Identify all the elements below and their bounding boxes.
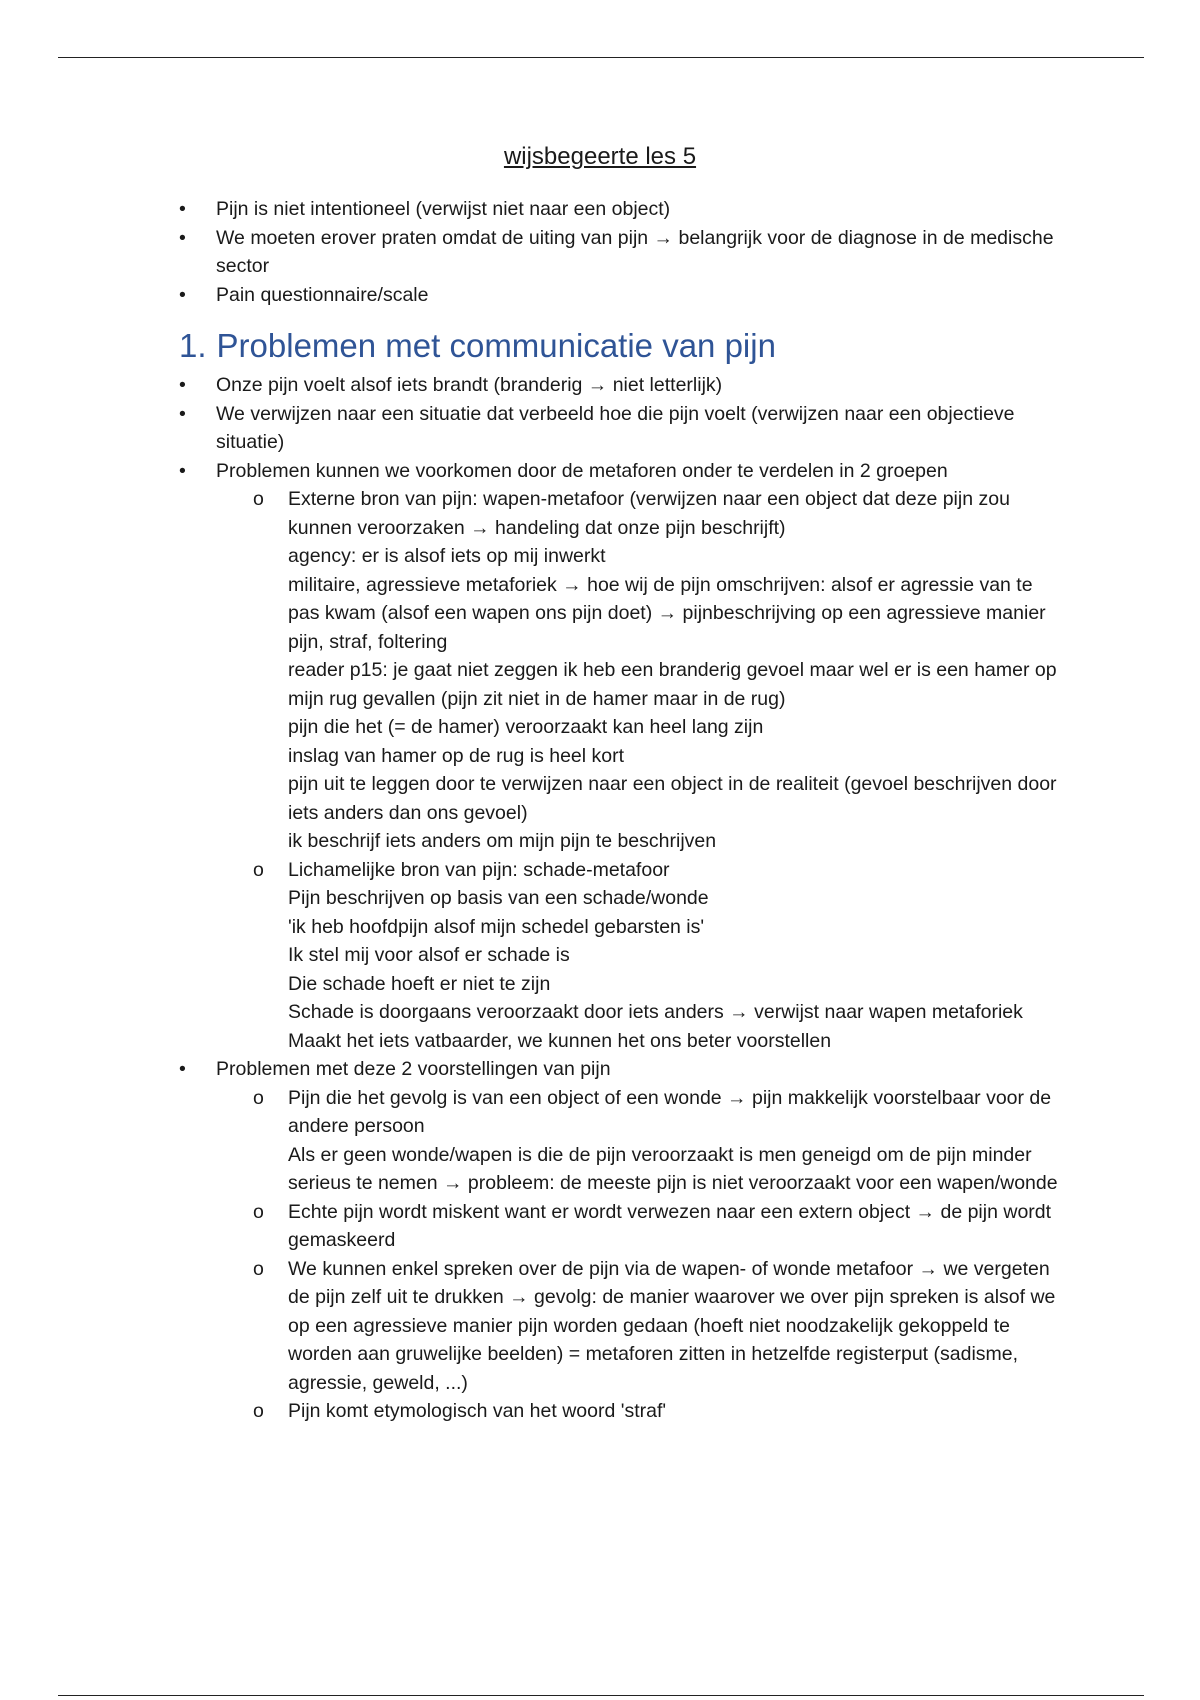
list-item <box>0 457 1200 1056</box>
section-heading-text: Problemen met communicatie van pijn <box>216 327 776 364</box>
list-item-text: Problemen met deze 2 voorstellingen van pijn <box>216 1058 611 1080</box>
sub-item-lead: Echte pijn wordt miskent want er wordt verwezen naar een extern object → de pijn wordt gemaskeerd <box>288 1200 1052 1251</box>
sub-bullet-icon: o <box>253 1086 264 1109</box>
sub-item-line: Die schade hoeft er niet te zijn <box>288 972 551 995</box>
list-item: • We verwijzen naar een situatie dat verbeeld hoe die pijn voelt (verwijzen naar een objectieve situatie) <box>0 400 1200 457</box>
sub-item-bodily <box>0 856 1060 1056</box>
sub-item-line: agency: er is alsof iets op mij inwerkt <box>288 545 606 567</box>
sub-item-line: pijn uit te leggen door te verwijzen naar een object in de realiteit (gevoel beschrijven door iets anders dan ons gevoel) <box>288 773 1057 824</box>
sub-item-line: pijn, straf, foltering <box>288 630 448 653</box>
list-item: • Pijn is niet intentioneel (verwijst niet naar een object) <box>0 195 1200 224</box>
sub-item-lead: Lichamelijke bron van pijn: schade-metafoor <box>288 858 670 881</box>
list-item: • Pain questionnaire/scale <box>0 281 1200 310</box>
sub-item-line: reader p15: je gaat niet zeggen ik heb een branderig gevoel maar wel er is een hamer op mijn rug gevallen (pijn zit niet in de hamer maar in de rug) <box>288 659 1057 710</box>
sub-item-lead: Externe bron van pijn: wapen-metafoor (verwijzen naar een object dat deze pijn zou kunnen veroorzaken → handeling dat onze pijn beschrijft) <box>288 488 1010 539</box>
sub-item-problem <box>0 1397 1060 1426</box>
sub-item-lead: Pijn komt etymologisch van het woord 'straf' <box>288 1400 667 1422</box>
sub-item-external <box>0 485 1060 856</box>
sub-item-line: inslag van hamer op de rug is heel kort <box>288 744 625 767</box>
sub-bullet-icon: o <box>253 1200 264 1223</box>
document-body <box>0 195 1200 1426</box>
sub-item-problem <box>0 1198 1060 1255</box>
page-title: wijsbegeerte les 5 <box>503 143 697 170</box>
sub-item-line: Als er geen wonde/wapen is die de pijn veroorzaakt is men geneigd om de pijn minder serieus te nemen → probleem: de meeste pijn is niet veroorzaakt voor een wapen/wonde <box>288 1143 1058 1194</box>
sub-item-problem <box>0 1255 1060 1398</box>
sub-bullet-icon: o <box>253 488 264 510</box>
sub-item-lead: Pijn die het gevolg is van een object of een wonde → pijn makkelijk voorstelbaar voor de andere persoon <box>288 1086 1052 1137</box>
footer-rule <box>58 1695 1144 1696</box>
sub-item-line: pijn die het (= de hamer) veroorzaakt kan heel lang zijn <box>288 716 764 738</box>
sub-bullet-icon: o <box>253 1257 264 1280</box>
sub-item-line: Ik stel mij voor alsof er schade is <box>288 944 570 966</box>
sub-bullet-icon: o <box>253 858 264 881</box>
sub-item-lead: We kunnen enkel spreken over de pijn via de wapen- of wonde metafoor → we vergeten de pijn zelf uit te drukken → gevolg: de manier waarover we over pijn spreken is alsof we op een agressieve manier pijn worden gedaan (hoeft niet noodzakelijk gekoppeld te worden aan gruwelijke beelden) = metaforen zitten in hetzelfde registerput (sadisme, agressie, geweld, ...) <box>288 1257 1056 1394</box>
section-list <box>0 371 1200 1426</box>
list-item <box>0 1055 1200 1426</box>
list-item-text: Problemen kunnen we voorkomen door de metaforen onder te verdelen in 2 groepen <box>216 459 948 482</box>
sub-item-line: Maakt het iets vatbaarder, we kunnen het ons beter voorstellen <box>288 1029 832 1052</box>
section-number: 1. <box>179 327 207 364</box>
section-heading <box>179 327 1200 365</box>
sub-item-line: Schade is doorgaans veroorzaakt door iets anders → verwijst naar wapen metaforiek <box>288 1001 1023 1023</box>
list-item: • Onze pijn voelt alsof iets brandt (branderig → niet letterlijk) <box>0 371 1200 400</box>
list-item: • We moeten erover praten omdat de uiting van pijn → belangrijk voor de diagnose in de medische sector <box>0 224 1200 281</box>
sub-item-line: militaire, agressieve metaforiek → hoe wij de pijn omschrijven: alsof er agressie van te pas kwam (alsof een wapen ons pijn doet) → pijnbeschrijving op een agressieve manier <box>288 573 1046 624</box>
header-rule <box>58 57 1144 58</box>
sub-item-problem <box>0 1084 1060 1198</box>
sub-item-line: ik beschrijf iets anders om mijn pijn te beschrijven <box>288 830 717 852</box>
intro-list <box>0 195 1200 309</box>
sub-bullet-icon: o <box>253 1400 264 1422</box>
sub-item-line: 'ik heb hoofdpijn alsof mijn schedel gebarsten is' <box>288 915 705 938</box>
sub-item-line: Pijn beschrijven op basis van een schade/wonde <box>288 887 709 909</box>
